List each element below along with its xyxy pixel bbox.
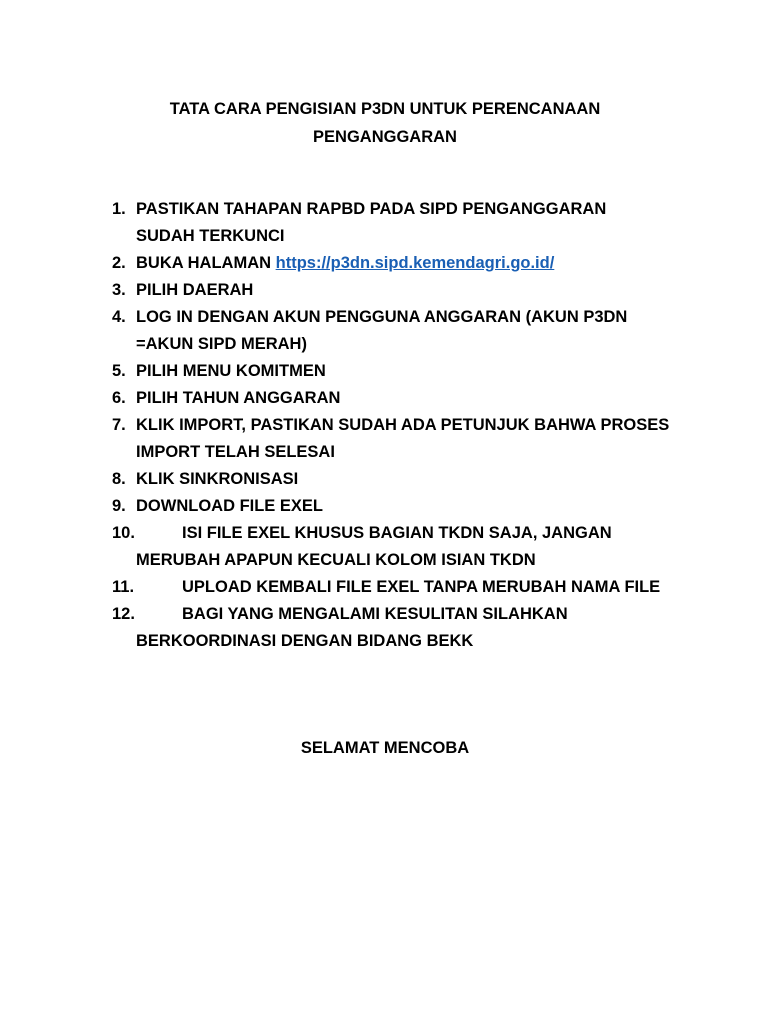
step-text-line-1: PILIH DAERAH xyxy=(136,281,254,299)
step-text: BAGI YANG MENGALAMI KESULITAN SILAHKAN xyxy=(182,605,568,623)
step-number: 8. xyxy=(112,470,126,488)
step-number: 1. xyxy=(112,200,126,218)
step-12 xyxy=(0,601,768,655)
step-number: 2. xyxy=(112,254,126,272)
step-text-line-1 xyxy=(136,250,768,277)
step-5 xyxy=(0,358,768,385)
step-text: ISI FILE EXEL KHUSUS BAGIAN TKDN SAJA, JANGAN xyxy=(182,524,612,542)
step-number: 7. xyxy=(112,416,126,434)
step-text-line-1 xyxy=(136,520,768,547)
step-text-line-1: KLIK SINKRONISASI xyxy=(136,470,299,488)
step-11 xyxy=(0,574,768,601)
step-2 xyxy=(0,250,768,277)
closing-text: SELAMAT MENCOBA xyxy=(300,739,470,757)
step-7 xyxy=(0,412,768,466)
step-text-line-2: BERKOORDINASI DENGAN BIDANG BEKK xyxy=(136,632,474,650)
step-text-line-2: =AKUN SIPD MERAH) xyxy=(136,335,307,353)
step-9 xyxy=(0,493,768,520)
step-text-line-2: MERUBAH APAPUN KECUALI KOLOM ISIAN TKDN xyxy=(136,551,536,569)
step-number: 6. xyxy=(112,389,126,407)
step-text-line-1: PILIH TAHUN ANGGARAN xyxy=(136,389,341,407)
step-text: UPLOAD KEMBALI FILE EXEL TANPA MERUBAH NAMA FILE xyxy=(182,578,661,596)
step-text-line-1: DOWNLOAD FILE EXEL xyxy=(136,497,323,515)
step-10 xyxy=(0,520,768,574)
p3dn-link[interactable]: https://p3dn.sipd.kemendagri.go.id/ xyxy=(275,254,555,272)
step-text-line-1 xyxy=(136,601,768,628)
step-1 xyxy=(0,196,768,250)
step-number: 4. xyxy=(112,308,126,326)
step-number: 3. xyxy=(112,281,126,299)
step-text-line-1 xyxy=(136,574,768,601)
document-title xyxy=(0,95,768,151)
title-line-1: TATA CARA PENGISIAN P3DN UNTUK PERENCANAAN xyxy=(169,100,601,118)
step-4 xyxy=(0,304,768,358)
step-number: 5. xyxy=(112,362,126,380)
step-number: 12. xyxy=(112,605,135,623)
step-number: 9. xyxy=(112,497,126,515)
step-text-line-2: IMPORT TELAH SELESAI xyxy=(136,443,335,461)
step-number: 11. xyxy=(112,578,135,596)
steps-list xyxy=(0,196,768,655)
step-3 xyxy=(0,277,768,304)
step-6 xyxy=(0,385,768,412)
step-text-line-1: PASTIKAN TAHAPAN RAPBD PADA SIPD PENGANGGARAN xyxy=(136,200,607,218)
step-text-line-1: KLIK IMPORT, PASTIKAN SUDAH ADA PETUNJUK BAHWA PROSES xyxy=(136,416,670,434)
step-8 xyxy=(0,466,768,493)
step-text-line-1: LOG IN DENGAN AKUN PENGGUNA ANGGARAN (AKUN P3DN xyxy=(136,308,628,326)
step-number: 10. xyxy=(112,524,135,542)
title-line-2: PENGANGGARAN xyxy=(313,128,457,146)
step-text-line-2: SUDAH TERKUNCI xyxy=(136,227,285,245)
step-text: BUKA HALAMAN xyxy=(136,254,276,272)
step-text-line-1: PILIH MENU KOMITMEN xyxy=(136,362,326,380)
